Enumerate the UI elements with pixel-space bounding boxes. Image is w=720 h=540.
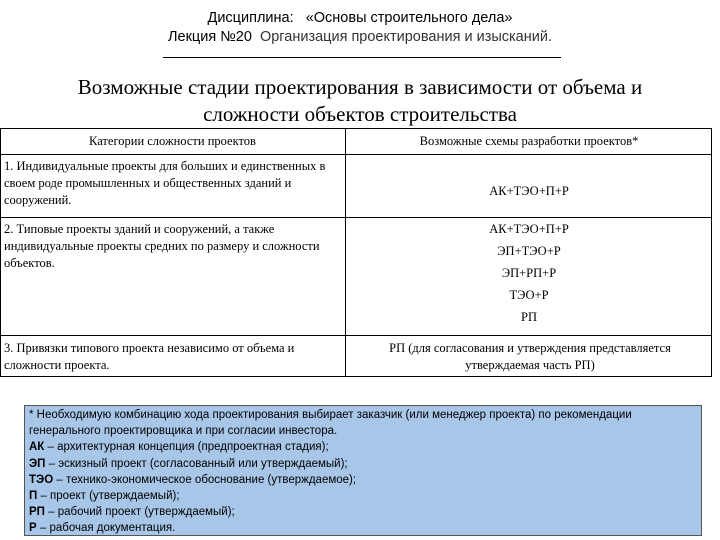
column-header-schemes: Возможные схемы разработки проектов* — [419, 134, 639, 148]
footnote-box — [24, 405, 702, 536]
row2-category: 2. Типовые проекты зданий и сооружений, а также индивидуальные проекты средних по размеру и сложности объектов. — [4, 222, 320, 270]
table-rule-bottom — [0, 376, 712, 377]
row3-scheme-detail: (для согласования и утверждения представляется утверждаемая часть РП) — [408, 341, 671, 372]
row2-scheme-4: ТЭО+Р — [509, 288, 549, 302]
row2-schemes — [350, 218, 708, 328]
title-line-1: Возможные стадии проектирования в зависимости от объема и — [77, 75, 643, 99]
row1-category: 1. Индивидуальные проекты для больших и единственных в своем роде промышленных и общественных зданий и сооружений. — [4, 159, 326, 207]
lecture-value: Организация проектирования и изысканий. — [259, 29, 552, 45]
footnote-intro: * Необходимую комбинацию хода проектирования выбирает заказчик (или менеджер проекта) по рекомендации генерального проектировщика и при согласии инвестора. — [29, 409, 632, 438]
lecture-line — [0, 29, 720, 45]
abbr-item: П – проект (утверждаемый); — [29, 490, 180, 503]
table-rule-left — [0, 128, 1, 376]
abbr-item: ЭП – эскизный проект (согласованный или утверждаемый); — [29, 457, 348, 470]
row3-scheme — [380, 340, 680, 374]
row2-scheme-5: РП — [521, 310, 537, 324]
row2-scheme-2: ЭП+ТЭО+Р — [497, 244, 561, 258]
table-rule-header — [0, 154, 712, 155]
table-rule-middle — [345, 128, 346, 376]
row1-scheme — [350, 180, 708, 202]
header-divider — [163, 57, 561, 58]
row2-scheme-3: ЭП+РП+Р — [501, 266, 557, 280]
row3-category: 3. Привязки типового проекта независимо от объема и сложности проекта. — [4, 341, 295, 372]
table-rule-right — [711, 128, 712, 376]
title-line-2: сложности объектов строительства — [203, 102, 517, 126]
page-title — [20, 74, 700, 128]
abbr-item: АК – архитектурная концепция (предпроектная стадия); — [29, 441, 329, 454]
abbr-item: Р – рабочая документация. — [29, 522, 176, 535]
table-rule-row2 — [0, 335, 712, 336]
row3-scheme-main: РП — [389, 341, 406, 355]
table-rule-top — [0, 128, 712, 129]
column-header-categories: Категории сложности проектов — [89, 134, 256, 148]
discipline-line — [0, 10, 720, 26]
row1-scheme-1: АК+ТЭО+П+Р — [489, 184, 569, 198]
abbr-item: ТЭО – технико-экономическое обоснование (утверждаемое); — [29, 473, 357, 486]
row2-scheme-1: АК+ТЭО+П+Р — [489, 222, 569, 236]
abbr-item: РП – рабочий проект (утверждаемый); — [29, 506, 235, 519]
discipline-value: «Основы строительного дела» — [305, 10, 513, 26]
lecture-label: Лекция №20 — [168, 29, 252, 45]
discipline-label: Дисциплина: — [207, 10, 294, 26]
